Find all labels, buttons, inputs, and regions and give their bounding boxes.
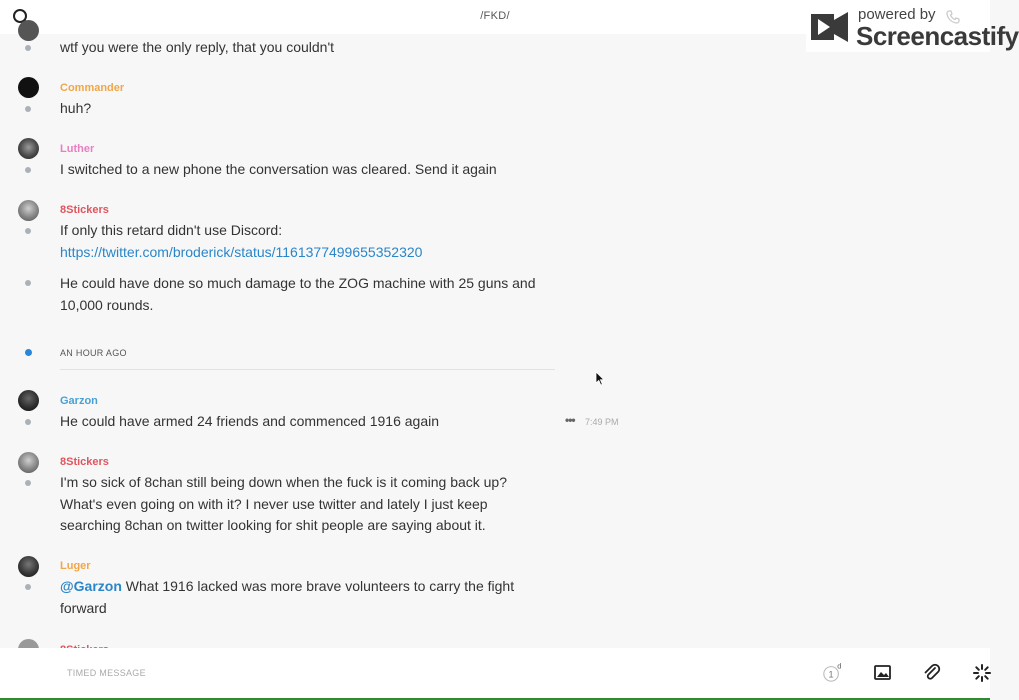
sparkle-icon[interactable] (972, 662, 992, 684)
phone-icon (946, 10, 960, 24)
time-separator-line (60, 369, 555, 370)
message-dot (25, 584, 31, 590)
message-feed[interactable] (0, 34, 990, 648)
more-icon[interactable]: ••• (565, 413, 575, 427)
username[interactable]: Luther (60, 143, 95, 155)
watermark-brand: Screencastify (856, 21, 1019, 51)
timer-value: 1 (828, 669, 834, 680)
message-dot (25, 480, 31, 486)
avatar[interactable] (18, 77, 39, 98)
screencastify-watermark (806, 2, 1019, 52)
message-input[interactable]: TIMED MESSAGE (67, 668, 146, 678)
timer-unit: d (837, 661, 842, 671)
message-text: He could have armed 24 friends and commenced 1916 again (60, 413, 440, 429)
message-dot (25, 419, 31, 425)
user-mention[interactable]: @Garzon (60, 578, 122, 594)
message-dot (25, 167, 31, 173)
avatar[interactable] (18, 556, 39, 577)
username[interactable]: 8Stickers (60, 204, 109, 216)
message-dot (25, 228, 31, 234)
message-text (60, 576, 530, 619)
message-text: wtf you were the only reply, that you couldn't (60, 39, 335, 55)
message-text-body: What 1916 lacked was more brave volunteers to carry the fight forward (60, 578, 515, 616)
image-icon[interactable] (873, 662, 893, 684)
message-dot (25, 45, 31, 51)
message-text: I'm so sick of 8chan still being down when the fuck is it coming back up? What's even going on with it? I never use twitter and lately I just keep searching 8chan on twitter looking for shit people are saying about it. (60, 474, 508, 533)
message-text (60, 220, 560, 263)
watermark-powered-by: powered by (858, 6, 936, 23)
paperclip-icon[interactable] (922, 662, 942, 684)
message-link[interactable]: https://twitter.com/broderick/status/1161377499655352320 (60, 243, 423, 260)
message-dot (25, 280, 31, 286)
avatar[interactable] (18, 20, 39, 41)
composer-bar (0, 648, 990, 698)
time-separator-label: AN HOUR AGO (60, 348, 127, 358)
screencastify-logo (808, 8, 854, 46)
timer-icon[interactable] (822, 662, 842, 684)
avatar[interactable] (18, 452, 39, 473)
cursor-icon (595, 371, 605, 386)
unread-dot (25, 349, 32, 356)
message-text-body: If only this retard didn't use Discord: (60, 222, 283, 238)
username[interactable]: Garzon (60, 395, 98, 407)
message-timestamp: 7:49 PM (585, 417, 619, 427)
avatar[interactable] (18, 200, 39, 221)
message-text: He could have done so much damage to the ZOG machine with 25 guns and 10,000 rounds. (60, 275, 536, 313)
avatar[interactable] (18, 390, 39, 411)
username[interactable]: Commander (60, 82, 125, 94)
page-title: /FKD/ (480, 10, 510, 22)
username[interactable]: Luger (60, 560, 91, 572)
username[interactable]: 8Stickers (60, 456, 109, 468)
message-dot (25, 106, 31, 112)
avatar[interactable] (18, 138, 39, 159)
message-text: huh? (60, 100, 92, 116)
message-text: I switched to a new phone the conversation was cleared. Send it again (60, 161, 497, 177)
